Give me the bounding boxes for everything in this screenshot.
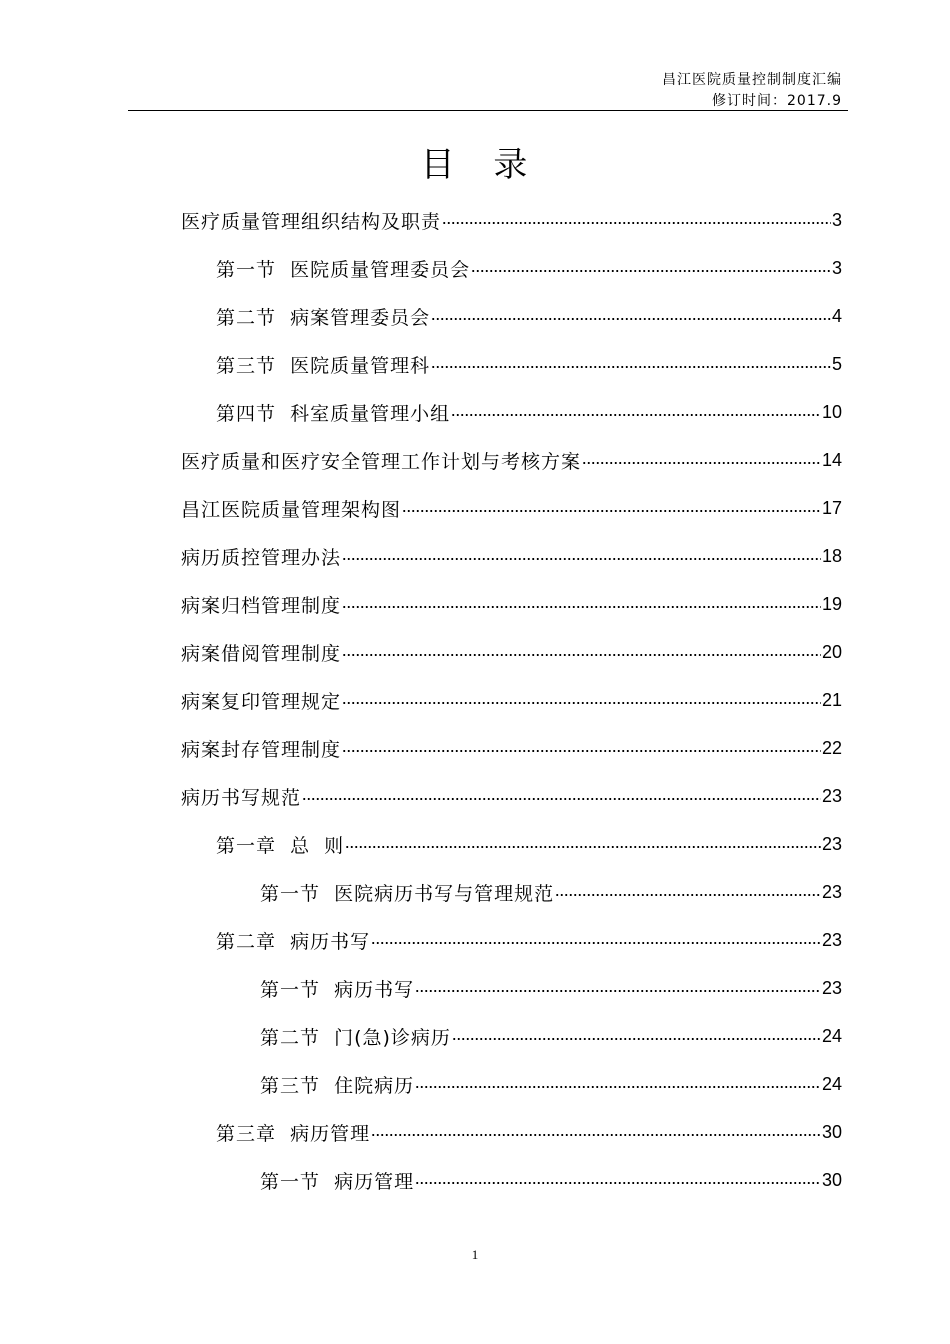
toc-entry[interactable] [181, 772, 842, 820]
toc-entry-label: 病历质控管理办法 [181, 546, 342, 569]
toc-dot-leader [555, 894, 821, 896]
toc-entry-label: 病案借阅管理制度 [181, 642, 342, 665]
toc-dot-leader [402, 510, 821, 512]
toc-entry[interactable] [181, 676, 842, 724]
toc-entry[interactable] [216, 340, 842, 388]
toc-entry-page: 23 [821, 833, 842, 854]
toc-entry-page: 3 [831, 257, 842, 278]
toc-entry[interactable] [181, 580, 842, 628]
toc-entry-label: 第一节 医院病历书写与管理规范 [260, 882, 555, 905]
toc-entry-page: 17 [821, 497, 842, 518]
toc-dot-leader [582, 462, 821, 464]
toc-dot-leader [345, 846, 821, 848]
toc-entry-label: 昌江医院质量管理架构图 [181, 498, 402, 521]
toc-entry[interactable] [216, 820, 842, 868]
toc-entry-label: 病历书写规范 [181, 786, 302, 809]
toc-dot-leader [451, 414, 821, 416]
toc-entry[interactable] [216, 292, 842, 340]
toc-entry-page: 20 [821, 641, 842, 662]
header-document-title: 昌江医院质量控制制度汇编 [662, 72, 842, 88]
toc-entry-page: 23 [821, 785, 842, 806]
toc-dot-leader [431, 366, 831, 368]
toc-dot-leader [415, 1086, 821, 1088]
toc-entry[interactable] [260, 1060, 842, 1108]
toc-entry-page: 5 [831, 353, 842, 374]
toc-entry-page: 24 [821, 1073, 842, 1094]
toc-entry-label: 第二章 病历书写 [216, 930, 371, 953]
toc-entry-page: 3 [831, 209, 842, 230]
header-revision-date: 修订时间：2017.9 [712, 93, 842, 109]
toc-entry-page: 19 [821, 593, 842, 614]
toc-entry-label: 第一章 总 则 [216, 834, 345, 857]
toc-entry-label: 第三章 病历管理 [216, 1122, 371, 1145]
toc-entry[interactable] [181, 436, 842, 484]
toc-entry-page: 30 [821, 1169, 842, 1190]
toc-entry-label: 病案归档管理制度 [181, 594, 342, 617]
toc-entry-label: 医疗质量和医疗安全管理工作计划与考核方案 [181, 450, 582, 473]
toc-dot-leader [371, 1134, 821, 1136]
toc-entry-label: 第一节 病历书写 [260, 978, 415, 1001]
toc-entry-label: 第二节 病案管理委员会 [216, 306, 431, 329]
page-number: 1 [471, 1247, 479, 1262]
toc-dot-leader [342, 606, 821, 608]
toc-entry-label: 第三节 医院质量管理科 [216, 354, 431, 377]
toc-entry-page: 23 [821, 929, 842, 950]
toc-entry-label: 第一节 医院质量管理委员会 [216, 258, 471, 281]
toc-entry-label: 第三节 住院病历 [260, 1074, 415, 1097]
toc-entry-page: 22 [821, 737, 842, 758]
running-header [662, 70, 842, 112]
toc-dot-leader [415, 1182, 821, 1184]
toc-entry[interactable] [216, 244, 842, 292]
toc-entry-page: 21 [821, 689, 842, 710]
toc-entry[interactable] [181, 532, 842, 580]
toc-entry-page: 14 [821, 449, 842, 470]
toc-entry-label: 病案复印管理规定 [181, 690, 342, 713]
toc-entry-label: 第一节 病历管理 [260, 1170, 415, 1193]
toc-entry-label: 第二节 门(急)诊病历 [260, 1026, 451, 1049]
toc-dot-leader [431, 318, 831, 320]
toc-entry-page: 23 [821, 977, 842, 998]
toc-dot-leader [471, 270, 831, 272]
toc-entry[interactable] [181, 484, 842, 532]
header-divider [128, 110, 848, 111]
toc-dot-leader [342, 702, 821, 704]
toc-entry-page: 4 [831, 305, 842, 326]
toc-entry-page: 18 [821, 545, 842, 566]
toc-entry[interactable] [181, 628, 842, 676]
toc-title: 目 录 [420, 145, 530, 185]
toc-dot-leader [442, 222, 831, 224]
toc-entry[interactable] [181, 724, 842, 772]
toc-dot-leader [452, 1038, 821, 1040]
toc-entry[interactable] [260, 964, 842, 1012]
toc-entry[interactable] [216, 916, 842, 964]
toc-dot-leader [342, 558, 821, 560]
toc-entry-page: 23 [821, 881, 842, 902]
toc-dot-leader [302, 798, 821, 800]
toc-entry-page: 30 [821, 1121, 842, 1142]
toc-dot-leader [342, 750, 821, 752]
toc-entry[interactable] [181, 196, 842, 244]
toc-dot-leader [342, 654, 821, 656]
toc-entry-page: 10 [821, 401, 842, 422]
toc-dot-leader [371, 942, 821, 944]
toc-entry[interactable] [260, 868, 842, 916]
toc-entry[interactable] [216, 388, 842, 436]
toc-entry[interactable] [260, 1012, 842, 1060]
toc-dot-leader [415, 990, 821, 992]
toc-entry[interactable] [216, 1108, 842, 1156]
toc-entry-label: 病案封存管理制度 [181, 738, 342, 761]
toc-entry[interactable] [260, 1156, 842, 1204]
toc-entry-page: 24 [821, 1025, 842, 1046]
toc-entry-label: 第四节 科室质量管理小组 [216, 402, 451, 425]
toc-entry-label: 医疗质量管理组织结构及职责 [181, 210, 442, 233]
